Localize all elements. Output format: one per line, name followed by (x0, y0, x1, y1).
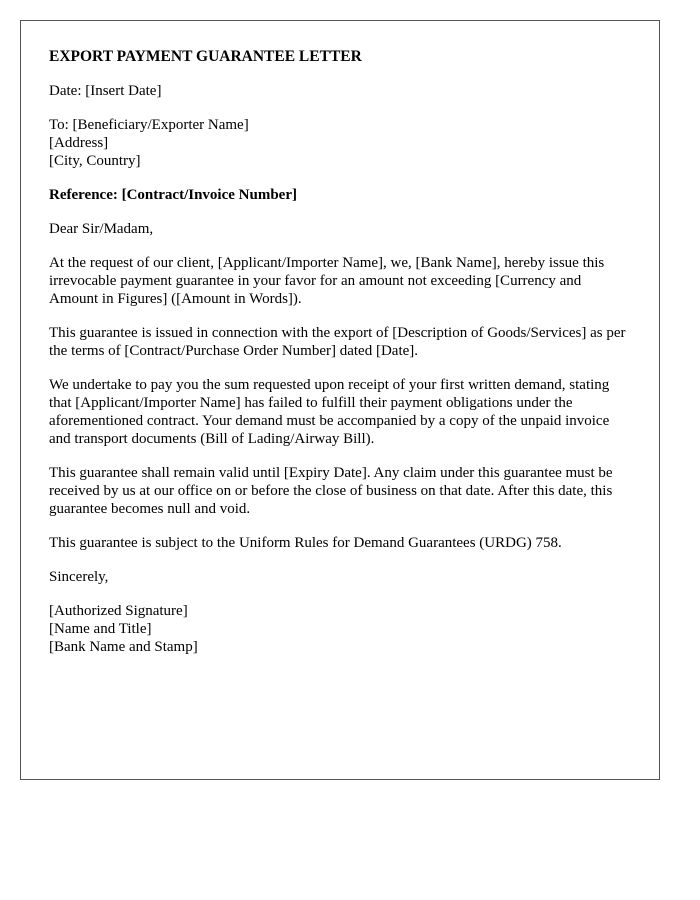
signature-line: [Authorized Signature] (49, 603, 188, 619)
salutation: Dear Sir/Madam, (49, 221, 154, 237)
recipient-address-line: [Address] (49, 135, 109, 151)
paragraph-request: At the request of our client, [Applicant/Importer Name], we, [Bank Name], hereby issue this irrevocable payment guarantee in your favor for an amount not exceeding [Currency and Amount in Figures] ([Amount in Words]). (49, 255, 605, 307)
recipient-to-line: To: [Beneficiary/Exporter Name] (49, 117, 249, 133)
recipient-city-line: [City, Country] (49, 153, 141, 169)
guarantee-letter (20, 20, 660, 780)
paragraph-goods: This guarantee is issued in connection with the export of [Description of Goods/Services] as per the terms of [Contract/Purchase Order Number] dated [Date]. (49, 325, 626, 359)
paragraph-urdg: This guarantee is subject to the Uniform Rules for Demand Guarantees (URDG) 758. (49, 535, 562, 551)
paragraph-validity: This guarantee shall remain valid until [Expiry Date]. Any claim under this guarantee must be received by us at our office on or before the close of business on that date. After this date, this guarantee becomes null and void. (49, 465, 613, 517)
closing: Sincerely, (49, 569, 109, 585)
recipient-block (49, 116, 631, 170)
paragraph-undertaking: We undertake to pay you the sum requested upon receipt of your first written demand, stating that [Applicant/Importer Name] has failed to fulfill their payment obligations under the aforementioned contract. Your demand must be accompanied by a copy of the unpaid invoice and transport documents (Bill of Lading/Airway Bill). (49, 377, 610, 447)
name-title-line: [Name and Title] (49, 621, 152, 637)
signature-block (49, 602, 631, 656)
letter-title: EXPORT PAYMENT GUARANTEE LETTER (49, 48, 362, 65)
date-line: Date: [Insert Date] (49, 83, 162, 99)
bank-stamp-line: [Bank Name and Stamp] (49, 639, 198, 655)
reference-line: Reference: [Contract/Invoice Number] (49, 187, 297, 203)
